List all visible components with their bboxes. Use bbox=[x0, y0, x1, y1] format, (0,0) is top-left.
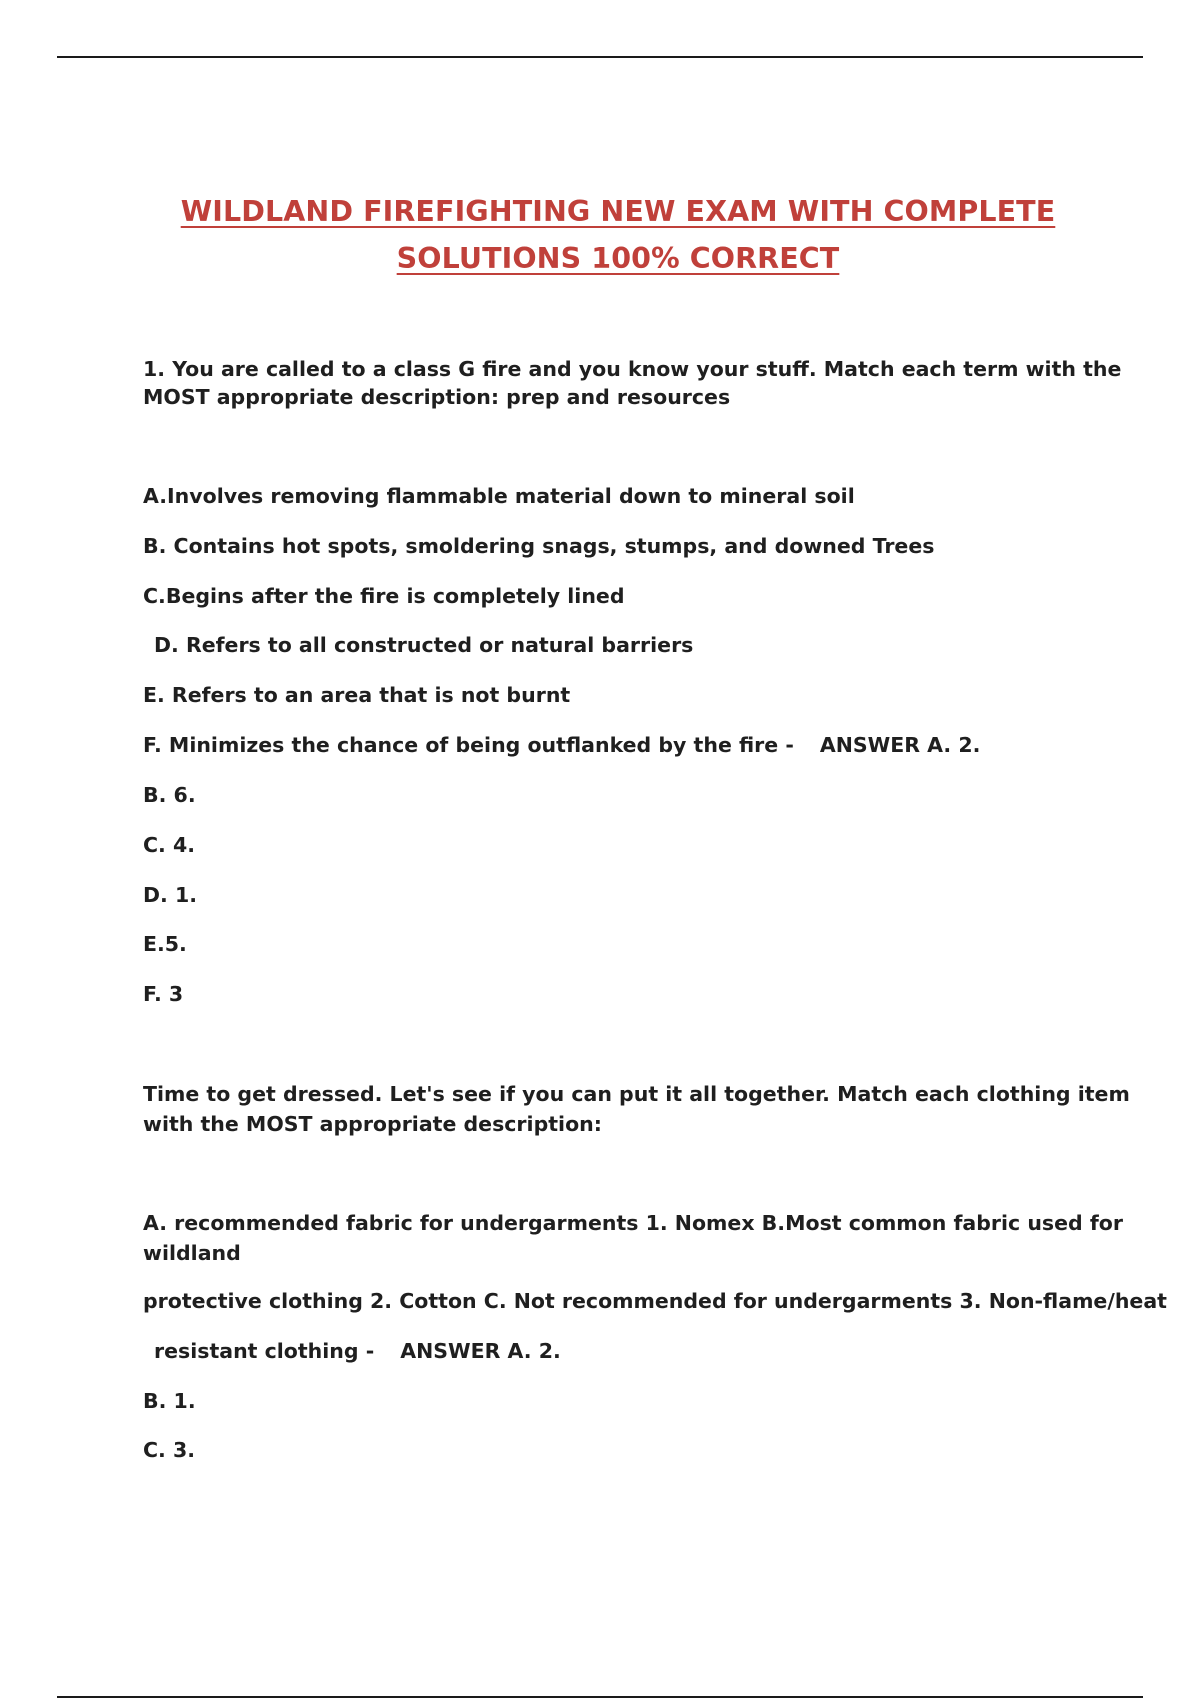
question-2-answer-c: C. 3. bbox=[143, 1438, 196, 1462]
question-2-body-line-1: A. recommended fabric for undergarments 1. Nomex B.Most common fabric used for bbox=[143, 1211, 1123, 1235]
document-title-line-1: WILDLAND FIREFIGHTING NEW EXAM WITH COMPLETE bbox=[180, 195, 1056, 228]
document-title-line-2: SOLUTIONS 100% CORRECT bbox=[396, 242, 840, 275]
question-1-prompt-line-1: 1. You are called to a class G fire and you know your stuff. Match each term with the bbox=[143, 357, 1122, 381]
question-2-prompt-line-2: with the MOST appropriate description: bbox=[143, 1112, 602, 1136]
question-1-answer-c: C. 4. bbox=[143, 833, 196, 857]
question-1-option-d: D. Refers to all constructed or natural barriers bbox=[154, 633, 694, 657]
question-1-option-c: C.Begins after the fire is completely lined bbox=[143, 584, 625, 608]
question-1-option-e: E. Refers to an area that is not burnt bbox=[143, 683, 571, 707]
question-2-prompt-line-1: Time to get dressed. Let's see if you can put it all together. Match each clothing item bbox=[143, 1082, 1130, 1106]
question-1-answer-d: D. 1. bbox=[143, 883, 197, 907]
question-2-answer-label: ANSWER A. 2. bbox=[400, 1339, 561, 1363]
question-1-answer-label: ANSWER A. 2. bbox=[819, 733, 981, 757]
question-1-prompt-line-2: MOST appropriate description: prep and resources bbox=[143, 385, 731, 409]
bottom-rule bbox=[57, 1696, 1143, 1698]
top-rule bbox=[57, 56, 1143, 58]
question-1-answer-e: E.5. bbox=[143, 932, 187, 956]
question-1-option-f bbox=[143, 735, 980, 756]
question-2-body-line-3: protective clothing 2. Cotton C. Not recommended for undergarments 3. Non-flame/heat bbox=[143, 1289, 1167, 1313]
question-1-option-a: A.Involves removing flammable material down to mineral soil bbox=[143, 484, 855, 508]
question-2-body-line-2: wildland bbox=[143, 1241, 241, 1265]
question-1-option-f-text: F. Minimizes the chance of being outflanked by the fire - bbox=[143, 733, 794, 757]
question-2-body-line-4-text: resistant clothing - bbox=[154, 1339, 375, 1363]
question-1-option-b: B. Contains hot spots, smoldering snags, stumps, and downed Trees bbox=[143, 534, 935, 558]
question-1-answer-f: F. 3 bbox=[143, 982, 184, 1006]
question-2-body-line-4 bbox=[154, 1341, 561, 1362]
question-2-answer-b: B. 1. bbox=[143, 1389, 196, 1413]
question-1-answer-b: B. 6. bbox=[143, 783, 196, 807]
